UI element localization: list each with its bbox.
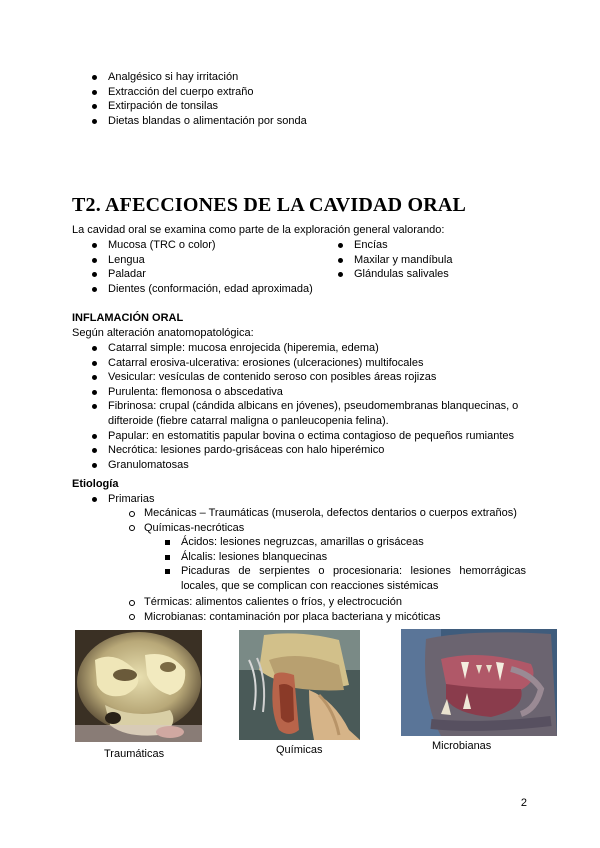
list-item: Papular: en estomatitis papular bovina o ectima contagioso de pequeños rumiantes <box>108 429 533 444</box>
intro-text: La cavidad oral se examina como parte de la exploración general valorando: <box>72 224 445 236</box>
photo-microbianas <box>401 629 557 736</box>
list-item: Químicas-necróticas <box>144 521 529 536</box>
section-subheading: Según alteración anatomopatológica: <box>72 327 254 339</box>
caption-traumaticas: Traumáticas <box>104 748 165 760</box>
page-title: T2. AFECCIONES DE LA CAVIDAD ORAL <box>72 194 467 216</box>
list-item: Térmicas: alimentos calientes o fríos, y electrocución <box>144 595 529 610</box>
list-item: Lengua <box>108 253 313 268</box>
list-item: Paladar <box>108 267 313 282</box>
list-item: Fibrinosa: crupal (cándida albicans en jóvenes), pseudomembranas blanquecinas, o difteroide (fiebre catarral maligna o panleucopenia felina). <box>108 399 533 428</box>
list-item: Mucosa (TRC o color) <box>108 238 313 253</box>
list-item: Glándulas salivales <box>354 267 452 282</box>
etiologia-list <box>108 492 154 507</box>
top-bullet-list <box>108 70 307 128</box>
list-item: Dientes (conformación, edad aproximada) <box>108 282 313 295</box>
caption-quimicas: Químicas <box>276 744 323 756</box>
list-item: Necrótica: lesiones pardo-grisáceas con halo hiperémico <box>108 443 533 458</box>
list-item: Álcalis: lesiones blanquecinas <box>181 550 526 565</box>
section-heading-inflamacion: INFLAMACIÓN ORAL <box>72 312 184 324</box>
exam-list-col2 <box>354 238 452 282</box>
list-item: Picaduras de serpientes o procesionaria: lesiones hemorrágicas locales, que se complican con reacciones sistémicas <box>181 565 526 592</box>
list-item: Catarral simple: mucosa enrojecida (hiperemia, edema) <box>108 341 533 356</box>
list-item: Mecánicas – Traumáticas (muserola, defectos dentarios o cuerpos extraños) <box>144 506 529 521</box>
inflamacion-list <box>108 341 533 472</box>
etiologia-sublist <box>144 506 529 535</box>
list-item: Encías <box>354 238 452 253</box>
list-item: Microbianas: contaminación por placa bacteriana y micóticas <box>144 610 529 625</box>
list-item: Maxilar y mandíbula <box>354 253 453 266</box>
list-item: Extirpación de tonsilas <box>108 99 307 114</box>
photo-traumaticas <box>75 630 202 742</box>
page-number: 2 <box>520 797 527 809</box>
list-item: Analgésico si hay irritación <box>108 70 307 85</box>
photo-quimicas <box>239 630 360 740</box>
caption-microbianas: Microbianas <box>432 740 492 752</box>
list-item: Primarias <box>108 493 155 505</box>
list-item: Dietas blandas o alimentación por sonda <box>108 114 307 127</box>
list-item: Ácidos: lesiones negruzcas, amarillas o grisáceas <box>181 535 526 550</box>
list-item: Vesicular: vesículas de contenido seroso con posibles áreas rojizas <box>108 370 533 385</box>
etiologia-sublist-2 <box>144 595 529 624</box>
list-item: Granulomatosas <box>108 458 533 473</box>
exam-list-col1 <box>108 238 313 296</box>
list-item: Extracción del cuerpo extraño <box>108 85 307 100</box>
quimicas-sublist <box>181 535 526 593</box>
list-item: Catarral erosiva-ulcerativa: erosiones (ulceraciones) multifocales <box>108 356 533 371</box>
section-heading-etiologia: Etiología <box>72 478 119 490</box>
list-item: Purulenta: flemonosa o abscedativa <box>108 385 533 400</box>
